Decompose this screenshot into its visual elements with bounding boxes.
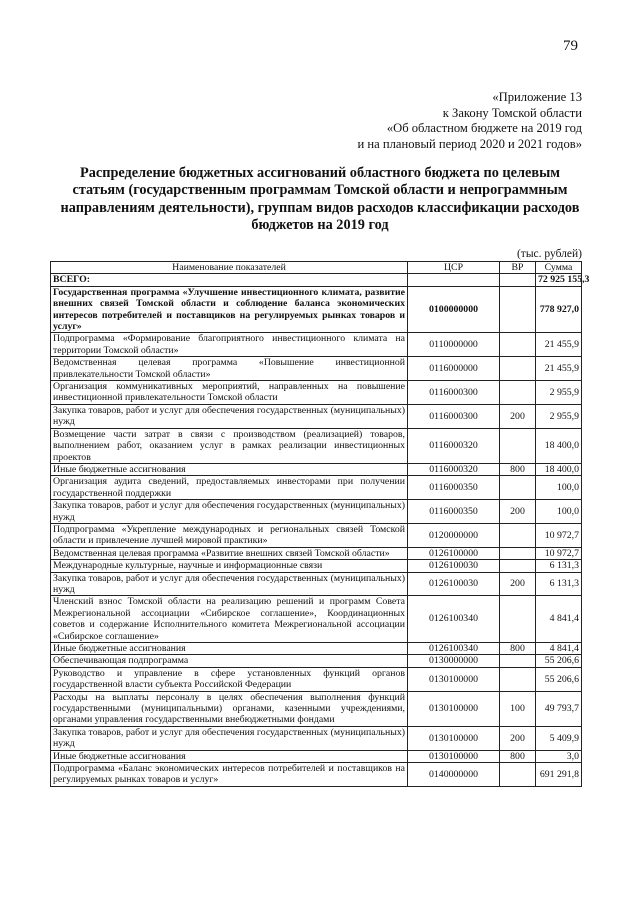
cell-sum: 18 400,0 <box>536 428 582 463</box>
cell-sum: 2 955,9 <box>536 381 582 405</box>
cell-csr: 0116000000 <box>408 357 500 381</box>
cell-csr: 0140000000 <box>408 763 500 787</box>
cell-sum: 10 972,7 <box>536 523 582 547</box>
table-row <box>51 523 582 547</box>
cell-vr <box>500 763 536 787</box>
cell-name: Подпрограмма «Укрепление международных и региональных связей Томской области и привлечение лучшей мировой практики» <box>51 523 408 547</box>
cell-name: Руководство и управление в сфере установленных функций органов государственной власти субъекта Российской Федерации <box>51 667 408 691</box>
header-sum: Сумма <box>536 262 582 274</box>
cell-csr: 0126100340 <box>408 643 500 655</box>
cell-sum: 55 206,6 <box>536 667 582 691</box>
cell-vr <box>500 274 536 286</box>
cell-vr: 800 <box>500 463 536 475</box>
cell-vr <box>500 357 536 381</box>
cell-csr: 0120000000 <box>408 523 500 547</box>
cell-sum: 2 955,9 <box>536 404 582 428</box>
cell-name: Закупка товаров, работ и услуг для обеспечения государственных (муниципальных) нужд <box>51 726 408 750</box>
cell-csr: 0126100000 <box>408 547 500 559</box>
cell-name: Членский взнос Томской области на реализацию решений и программ Совета Межрегиональной ассоциации «Сибирское соглашение», Координационных советов и содержание Исполнительного комитета Межрегиональной ассоциации «Сибирское соглашение» <box>51 596 408 643</box>
cell-csr: 0126100030 <box>408 560 500 572</box>
cell-name: Международные культурные, научные и информационные связи <box>51 560 408 572</box>
cell-csr: 0100000000 <box>408 286 500 333</box>
table-row <box>51 596 582 643</box>
cell-name: Организация аудита сведений, предоставляемых инвесторами при получении государственной поддержки <box>51 476 408 500</box>
cell-name: Иные бюджетные ассигнования <box>51 750 408 762</box>
cell-sum: 100,0 <box>536 476 582 500</box>
cell-vr <box>500 381 536 405</box>
table-row <box>51 643 582 655</box>
cell-name: Подпрограмма «Формирование благоприятного инвестиционного климата на территории Томской области» <box>51 333 408 357</box>
cell-sum: 691 291,8 <box>536 763 582 787</box>
cell-name: Закупка товаров, работ и услуг для обеспечения государственных (муниципальных) нужд <box>51 500 408 524</box>
cell-name: Обеспечивающая подпрограмма <box>51 655 408 667</box>
cell-sum: 6 131,3 <box>536 560 582 572</box>
table-row <box>51 404 582 428</box>
cell-sum: 55 206,6 <box>536 655 582 667</box>
cell-sum: 100,0 <box>536 500 582 524</box>
cell-vr <box>500 286 536 333</box>
table-row <box>51 655 582 667</box>
cell-vr: 200 <box>500 500 536 524</box>
cell-name: Государственная программа «Улучшение инвестиционного климата, развитие внешних связей Томской области и соблюдение баланса экономических интересов потребителей и поставщиков на регулируемых рынках товаров и услуг» <box>51 286 408 333</box>
table-row <box>51 547 582 559</box>
cell-csr: 0110000000 <box>408 333 500 357</box>
cell-sum: 72 925 155,3 <box>536 274 582 286</box>
page-number: 79 <box>563 38 578 54</box>
cell-vr <box>500 547 536 559</box>
cell-vr: 800 <box>500 643 536 655</box>
cell-csr: 0116000320 <box>408 428 500 463</box>
cell-sum: 10 972,7 <box>536 547 582 559</box>
appendix-line-3: «Об областном бюджете на 2019 год <box>386 121 582 136</box>
units-label: (тыс. рублей) <box>516 248 582 260</box>
cell-name: Подпрограмма «Баланс экономических интересов потребителей и поставщиков на регулируемых рынках товаров и услуг» <box>51 763 408 787</box>
table-row <box>51 333 582 357</box>
cell-csr <box>408 274 500 286</box>
cell-csr: 0126100030 <box>408 572 500 596</box>
table-row <box>51 463 582 475</box>
table-row <box>51 476 582 500</box>
cell-name: Расходы на выплаты персоналу в целях обеспечения выполнения функций государственными (муниципальными) органами, казенными учреждениями, органами управления государственными внебюджетными фондами <box>51 691 408 726</box>
cell-csr: 0116000350 <box>408 476 500 500</box>
cell-vr <box>500 476 536 500</box>
document-title: Распределение бюджетных ассигнований областного бюджета по целевым статьям (государственным программам Томской области и непрограммным направлениям деятельности), группам видов расходов классификации расходов бюджетов на 2019 год <box>60 165 580 234</box>
cell-vr <box>500 560 536 572</box>
header-name: Наименование показателей <box>51 262 408 274</box>
cell-sum: 49 793,7 <box>536 691 582 726</box>
cell-name: Закупка товаров, работ и услуг для обеспечения государственных (муниципальных) нужд <box>51 404 408 428</box>
cell-csr: 0130000000 <box>408 655 500 667</box>
cell-name: Иные бюджетные ассигнования <box>51 463 408 475</box>
cell-vr: 200 <box>500 572 536 596</box>
cell-vr <box>500 667 536 691</box>
cell-vr <box>500 523 536 547</box>
cell-vr: 200 <box>500 726 536 750</box>
table-body <box>51 274 590 786</box>
cell-csr: 0116000350 <box>408 500 500 524</box>
table-row <box>51 274 582 286</box>
table-row <box>51 750 582 762</box>
budget-table <box>50 261 590 787</box>
appendix-header <box>222 90 582 152</box>
appendix-line-2: к Закону Томской области <box>442 105 582 120</box>
cell-sum: 3,0 <box>536 750 582 762</box>
cell-csr: 0130100000 <box>408 726 500 750</box>
cell-name: Иные бюджетные ассигнования <box>51 643 408 655</box>
cell-sum: 778 927,0 <box>536 286 582 333</box>
cell-name: ВСЕГО: <box>51 274 408 286</box>
header-vr: ВР <box>500 262 536 274</box>
cell-csr: 0130100000 <box>408 750 500 762</box>
header-csr: ЦСР <box>408 262 500 274</box>
cell-name: Ведомственная целевая программа «Развитие внешних связей Томской области» <box>51 547 408 559</box>
cell-vr <box>500 428 536 463</box>
cell-csr: 0126100340 <box>408 596 500 643</box>
cell-name: Возмещение части затрат в связи с производством (реализацией) товаров, выполнением работ, оказанием услуг в рамках реализации инвестиционных проектов <box>51 428 408 463</box>
cell-sum: 21 455,9 <box>536 357 582 381</box>
cell-sum: 4 841,4 <box>536 643 582 655</box>
cell-csr: 0130100000 <box>408 691 500 726</box>
cell-vr: 800 <box>500 750 536 762</box>
table-row <box>51 500 582 524</box>
cell-vr <box>500 596 536 643</box>
table-row <box>51 667 582 691</box>
table-row <box>51 763 582 787</box>
table-row <box>51 286 582 333</box>
cell-sum: 5 409,9 <box>536 726 582 750</box>
cell-sum: 21 455,9 <box>536 333 582 357</box>
cell-name: Организация коммуникативных мероприятий, направленных на повышение инвестиционной привлекательности Томской области <box>51 381 408 405</box>
table-row <box>51 726 582 750</box>
cell-name: Ведомственная целевая программа «Повышение инвестиционной привлекательности Томской области» <box>51 357 408 381</box>
cell-sum: 4 841,4 <box>536 596 582 643</box>
appendix-line-4: и на плановый период 2020 и 2021 годов» <box>357 136 582 151</box>
cell-vr <box>500 333 536 357</box>
cell-vr <box>500 655 536 667</box>
cell-csr: 0116000300 <box>408 381 500 405</box>
table-row <box>51 357 582 381</box>
cell-vr: 200 <box>500 404 536 428</box>
table-row <box>51 560 582 572</box>
table-row <box>51 572 582 596</box>
cell-sum: 18 400,0 <box>536 463 582 475</box>
cell-vr: 100 <box>500 691 536 726</box>
table-row <box>51 691 582 726</box>
cell-csr: 0130100000 <box>408 667 500 691</box>
cell-csr: 0116000320 <box>408 463 500 475</box>
appendix-line-1: «Приложение 13 <box>492 90 582 104</box>
table-header-row <box>51 262 582 274</box>
cell-sum: 6 131,3 <box>536 572 582 596</box>
table-row <box>51 381 582 405</box>
cell-csr: 0116000300 <box>408 404 500 428</box>
cell-name: Закупка товаров, работ и услуг для обеспечения государственных (муниципальных) нужд <box>51 572 408 596</box>
table-row <box>51 428 582 463</box>
